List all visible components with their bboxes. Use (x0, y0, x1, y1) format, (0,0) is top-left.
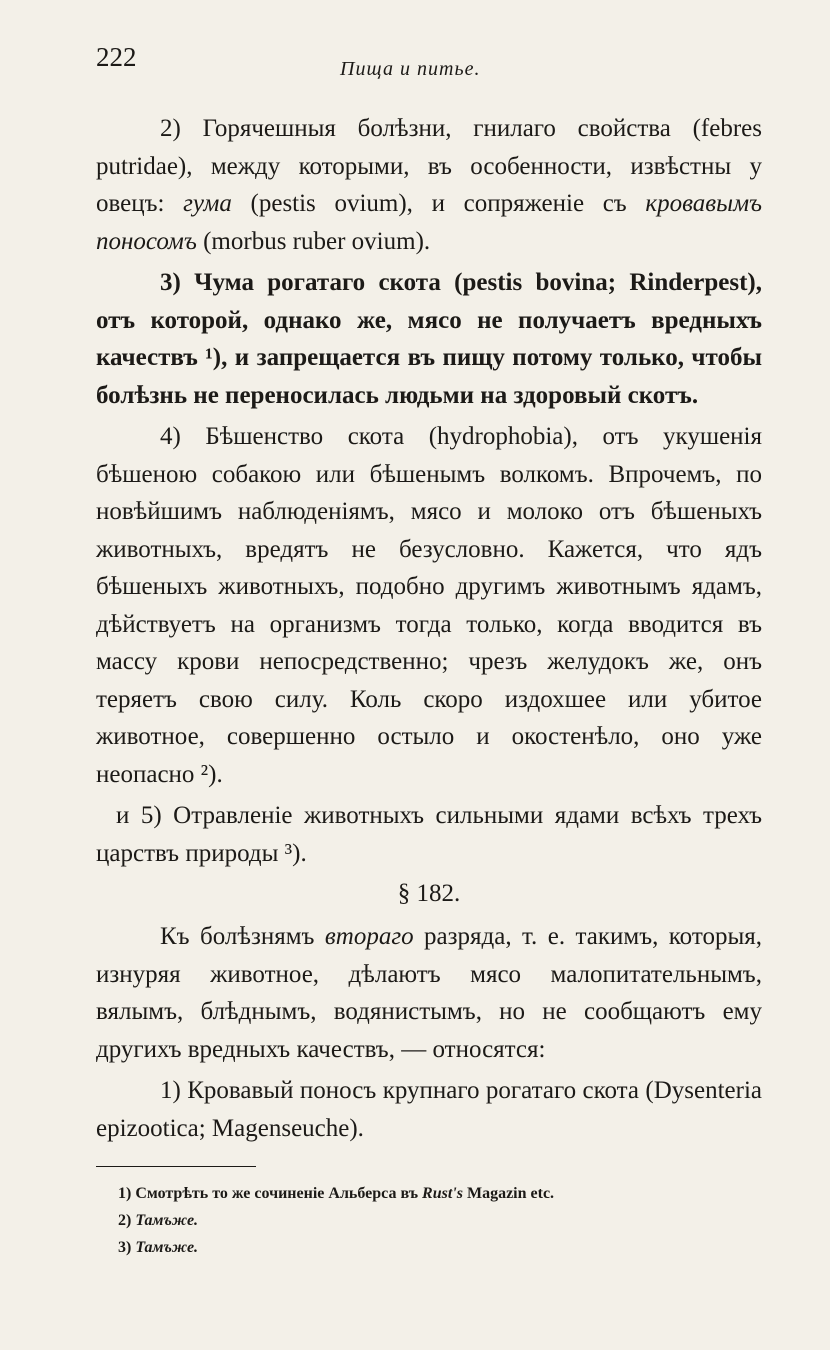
footnote-divider (96, 1166, 256, 1167)
footnotes (118, 1180, 758, 1261)
paragraph-febrile-diseases (96, 110, 762, 260)
paragraph-poisoning (96, 797, 762, 872)
text-span: 2) Горячешныя болѣзни, гнилаго свойства (febres putridae), между которыми, въ особенности, извѣстны у овецъ: (96, 115, 762, 217)
text-span: (pestis ovium), и сопряженіе съ (231, 190, 646, 217)
text-span: (morbus ruber ovium). (196, 227, 431, 255)
paragraph-dysentery (96, 1072, 762, 1147)
running-title: Пища и питье. (340, 58, 481, 80)
section-heading: § 182. (397, 880, 461, 907)
italic-term: втораго (324, 923, 414, 950)
footnote-3 (118, 1234, 758, 1261)
text-span: Къ болѣзнямъ (160, 923, 325, 950)
body-text (96, 110, 762, 1147)
paragraph-rabies (96, 418, 762, 793)
text-span: Magazin etc. (462, 1185, 555, 1202)
text-span: 1) Смотрѣть то же сочиненіе Альберса въ (118, 1185, 423, 1202)
text-span: 1) Кровавый поносъ крупнаго рогатаго скота (Dysenteria epizootica; Magenseuche). (96, 1077, 762, 1142)
text-span: разряда, т. е. такимъ, которыя, изнуряя животное, дѣлаютъ мясо малопитательнымъ, вялымъ, блѣднымъ, водянистымъ, но не сообщаютъ ему другихъ вредныхъ качествъ, — относятся: (96, 923, 762, 1063)
text-span: 4) Бѣшенство скота (hydrophobia), отъ укушенія бѣшеною собакою или бѣшенымъ волкомъ. Впрочемъ, по новѣйшимъ наблюденіямъ, мясо и молоко отъ бѣшеныхъ животныхъ, вредятъ не безусловно. Кажется, что ядъ бѣшеныхъ животныхъ, подобно другимъ животнымъ ядамъ, дѣйствуетъ на организмъ тогда только, когда вводится въ массу крови непосредственно; чрезъ желудокъ же, онъ теряетъ свою силу. Коль скоро издохшее или убитое животное, совершенно остыло и окостенѣло, оно уже неопасно ²). (96, 423, 762, 788)
footnote-1 (118, 1180, 758, 1207)
text-span: 2) (118, 1212, 136, 1229)
footnote-2 (118, 1207, 758, 1234)
text-span: 3) (118, 1239, 136, 1256)
text-span: 3) Чума рогатаго скота (pestis bovina; Rinderpest), отъ которой, однако же, мясо не получаетъ вредныхъ качествъ ¹), и запрещается въ пищу потому только, чтобы болѣзнь не переносилась людьми на здоровый скотъ. (96, 269, 762, 409)
italic-term: гума (183, 190, 232, 217)
italic-term: Тамъже. (135, 1212, 199, 1229)
italic-term: Rust's (422, 1185, 463, 1202)
italic-term: Тамъже. (135, 1239, 199, 1256)
text-span: и 5) Отравленіе животныхъ сильными ядами всѣхъ трехъ царствъ природы ³). (96, 802, 762, 867)
page-header (0, 0, 830, 100)
italic-term: кровавымъ поносомъ (96, 190, 762, 255)
paragraph-cattle-plague (96, 264, 762, 414)
paragraph-second-category (96, 918, 762, 1068)
page-number: 222 (96, 42, 137, 72)
